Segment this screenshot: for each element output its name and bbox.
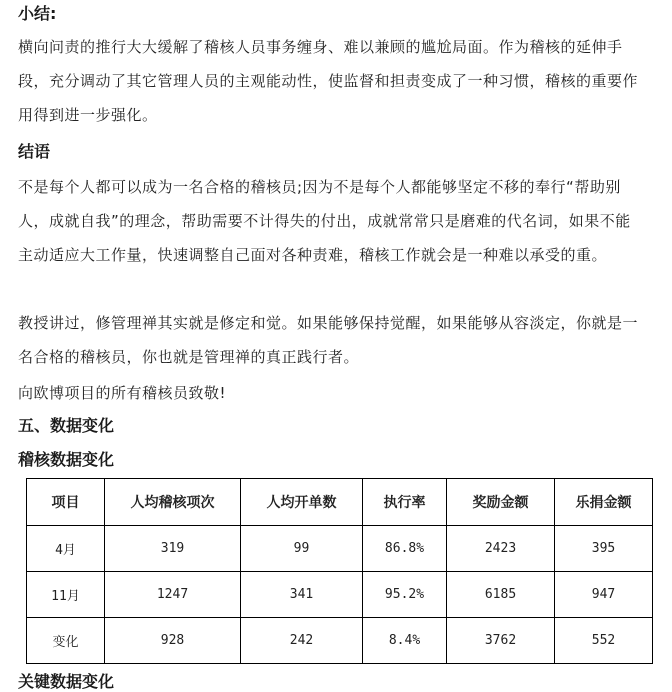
table-cell: 242 — [241, 618, 363, 664]
table-cell: 3762 — [447, 618, 555, 664]
table-cell: 86.8% — [363, 526, 447, 572]
table-cell: 8.4% — [363, 618, 447, 664]
header-reward-amount: 奖励金额 — [447, 479, 555, 526]
audit-data-subheading: 稽核数据变化 — [18, 450, 115, 469]
header-tickets-per-capita: 人均开单数 — [241, 479, 363, 526]
header-item: 项目 — [27, 479, 105, 526]
header-audit-items-per-capita: 人均稽核项次 — [105, 479, 241, 526]
audit-data-table — [26, 478, 653, 664]
table-row — [27, 526, 653, 572]
table-cell: 95.2% — [363, 572, 447, 618]
table-cell: 552 — [555, 618, 653, 664]
table-row — [27, 618, 653, 664]
table-cell: 319 — [105, 526, 241, 572]
header-execution-rate: 执行率 — [363, 479, 447, 526]
table-cell: 928 — [105, 618, 241, 664]
table-cell: 947 — [555, 572, 653, 618]
header-donation-amount: 乐捐金额 — [555, 479, 653, 526]
table-cell: 11月 — [27, 572, 105, 618]
section-five-heading: 五、数据变化 — [18, 416, 115, 435]
table-cell: 2423 — [447, 526, 555, 572]
conclusion-paragraph-1: 不是每个人都可以成为一名合格的稽核员;因为不是每个人都能够坚定不移的奉行“帮助别人，成就自我”的理念，帮助需要不计得失的付出，成就常常只是磨难的代名词，如果不能主动适应大工作量，快速调整自己面对各种责难，稽核工作就会是一种难以承受的重。 — [18, 178, 631, 264]
table-cell: 6185 — [447, 572, 555, 618]
table-cell: 99 — [241, 526, 363, 572]
table-header-row — [27, 479, 653, 526]
conclusion-paragraph-2: 教授讲过，修管理禅其实就是修定和觉。如果能够保持觉醒，如果能够从容淡定，你就是一名合格的稽核员，你也就是管理禅的真正践行者。 — [18, 314, 639, 366]
table-cell: 341 — [241, 572, 363, 618]
conclusion-heading: 结语 — [18, 142, 51, 161]
conclusion-paragraph-3: 向欧博项目的所有稽核员致敬! — [18, 384, 227, 402]
table-cell: 变化 — [27, 618, 105, 664]
table-row — [27, 572, 653, 618]
table-cell: 395 — [555, 526, 653, 572]
summary-paragraph: 横向问责的推行大大缓解了稽核人员事务缠身、难以兼顾的尴尬局面。作为稽核的延伸手段，充分调动了其它管理人员的主观能动性，使监督和担责变成了一种习惯，稽核的重要作用得到进一步强化。 — [18, 38, 639, 124]
key-data-subheading: 关键数据变化 — [18, 672, 115, 691]
table-cell: 4月 — [27, 526, 105, 572]
table-cell: 1247 — [105, 572, 241, 618]
summary-heading: 小结: — [18, 4, 57, 23]
